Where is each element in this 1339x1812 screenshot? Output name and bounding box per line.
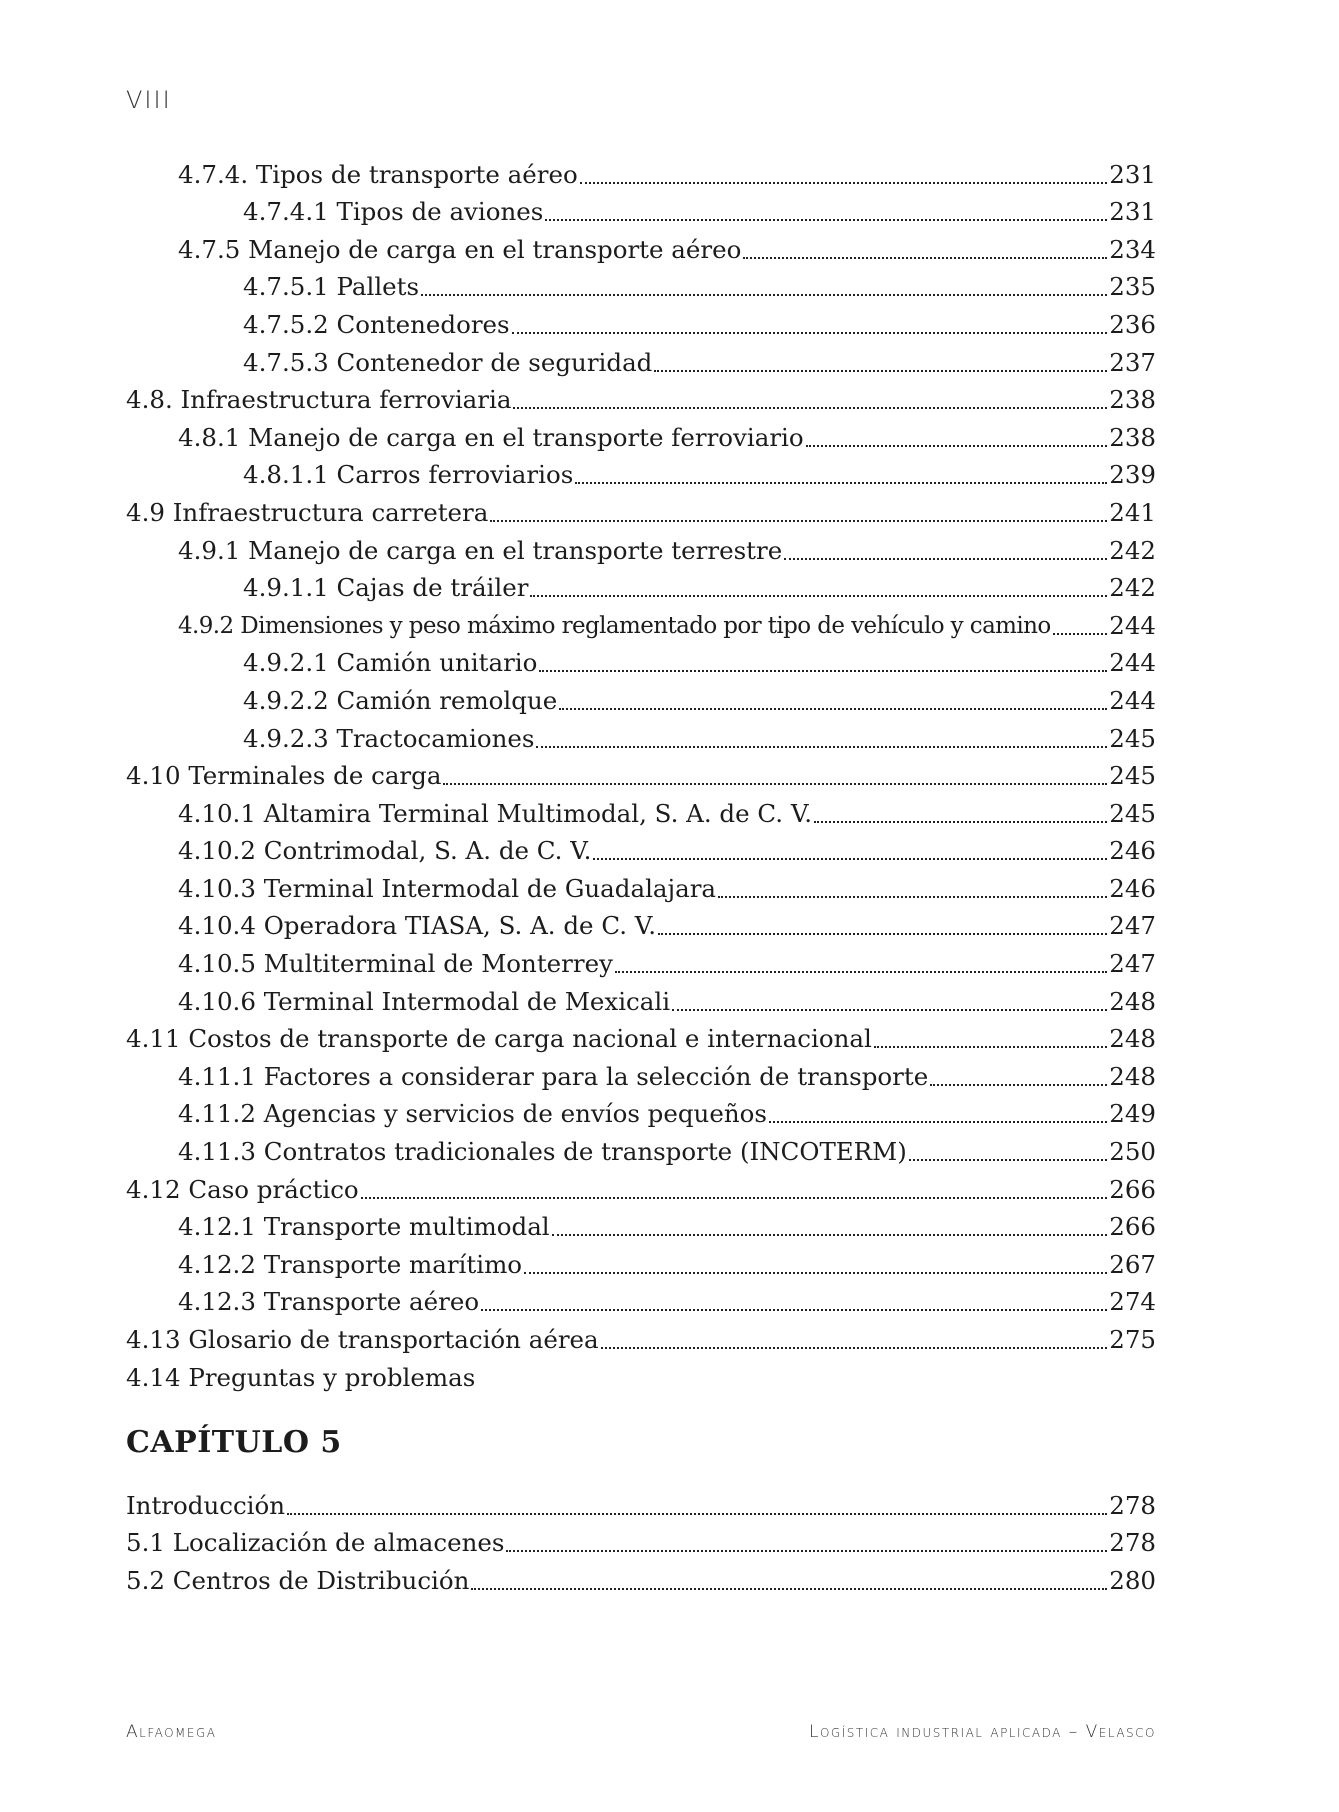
- toc-entry: [126, 829, 1156, 867]
- toc-entry-title: 5.2 Centros de Distribución: [126, 1565, 470, 1595]
- dot-leader: [287, 1513, 1107, 1515]
- dot-leader: [536, 746, 1107, 748]
- toc-entry-title: 4.7.5.2 Contenedores: [243, 309, 510, 339]
- toc-entry-page: 242: [1109, 573, 1156, 603]
- toc-entry-title: 4.9 Infraestructura carretera: [126, 497, 489, 527]
- page-number: VIII: [126, 86, 172, 114]
- dot-leader: [530, 595, 1107, 597]
- dot-leader: [658, 933, 1107, 935]
- toc-entry: [126, 1054, 1156, 1092]
- dot-leader: [1053, 633, 1108, 635]
- toc-entry-title: 4.9.2.1 Camión unitario: [243, 648, 538, 678]
- toc-entry-page: 280: [1109, 1565, 1156, 1595]
- toc-entry-page: 238: [1109, 422, 1156, 452]
- toc-entry-page: 266: [1109, 1212, 1156, 1242]
- toc-entry: [126, 1205, 1156, 1243]
- toc-entry-title: 4.14 Preguntas y problemas: [126, 1362, 476, 1392]
- toc-entry-page: 244: [1109, 648, 1156, 678]
- toc-entry: [126, 1167, 1156, 1205]
- toc-entry-title: 4.8. Infraestructura ferroviaria: [126, 385, 512, 415]
- table-of-contents: [126, 152, 1156, 1393]
- dot-leader: [930, 1084, 1107, 1086]
- dot-leader: [512, 332, 1108, 334]
- toc-entry-title: 4.9.2.3 Tractocamiones: [243, 723, 535, 753]
- toc-entry: [126, 1242, 1156, 1280]
- toc-entry: [126, 1092, 1156, 1130]
- dot-leader: [743, 257, 1107, 259]
- dot-leader: [545, 219, 1107, 221]
- toc-entry-page: 246: [1109, 836, 1156, 866]
- toc-entry-page: 248: [1109, 1024, 1156, 1054]
- dot-leader: [784, 558, 1107, 560]
- toc-entry-page: 278: [1109, 1490, 1156, 1520]
- toc-entry: [126, 716, 1156, 754]
- dot-leader: [654, 370, 1107, 372]
- toc-entry-page: 274: [1109, 1287, 1156, 1317]
- toc-entry-title: 4.10.5 Multiterminal de Monterrey: [178, 949, 613, 979]
- toc-entry: [126, 979, 1156, 1017]
- toc-entry: [126, 1280, 1156, 1318]
- toc-entry: [126, 453, 1156, 491]
- toc-entry: [126, 603, 1156, 641]
- footer-book-title: Logística industrial aplicada – Velasco: [808, 1722, 1156, 1742]
- toc-entry-page: 231: [1109, 159, 1156, 189]
- chapter-heading: CAPÍTULO 5: [126, 1425, 342, 1460]
- toc-entry: [126, 754, 1156, 792]
- toc-entry-title: 4.12.2 Transporte marítimo: [178, 1249, 523, 1279]
- dot-leader: [524, 1272, 1107, 1274]
- toc-entry: [126, 678, 1156, 716]
- toc-entry: [126, 528, 1156, 566]
- toc-entry: [126, 152, 1156, 190]
- toc-entry-title: 4.7.5 Manejo de carga en el transporte aéreo: [178, 234, 742, 264]
- toc-entry-page: 234: [1109, 234, 1156, 264]
- dot-leader: [539, 670, 1107, 672]
- toc-entry: [126, 1558, 1156, 1596]
- toc-entry-page: 244: [1109, 685, 1156, 715]
- toc-entry-title: 4.10.4 Operadora TIASA, S. A. de C. V.: [178, 911, 656, 941]
- dot-leader: [615, 971, 1107, 973]
- toc-entry-title: 4.9.1 Manejo de carga en el transporte terrestre: [178, 535, 783, 565]
- toc-entry-page: 250: [1109, 1137, 1156, 1167]
- toc-entry: [126, 227, 1156, 265]
- toc-entry-title: 4.12 Caso práctico: [126, 1174, 359, 1204]
- toc-entry-title: 4.10.3 Terminal Intermodal de Guadalajara: [178, 873, 717, 903]
- toc-entry: [126, 1017, 1156, 1055]
- toc-entry: [126, 791, 1156, 829]
- toc-entry-page: 245: [1109, 723, 1156, 753]
- chapter-table-of-contents: [126, 1483, 1156, 1596]
- dot-leader: [580, 182, 1108, 184]
- toc-entry: [126, 1355, 1156, 1393]
- toc-entry-page: 242: [1109, 535, 1156, 565]
- toc-entry-title: 4.12.1 Transporte multimodal: [178, 1212, 550, 1242]
- dot-leader: [806, 445, 1108, 447]
- toc-entry-page: 236: [1109, 309, 1156, 339]
- dot-leader: [471, 1588, 1107, 1590]
- toc-entry-title: 4.8.1.1 Carros ferroviarios: [243, 460, 574, 490]
- toc-entry-page: 248: [1109, 1061, 1156, 1091]
- toc-entry-title: 4.13 Glosario de transportación aérea: [126, 1325, 599, 1354]
- toc-entry-page: 267: [1109, 1249, 1156, 1279]
- toc-entry: [126, 415, 1156, 453]
- dot-leader: [421, 294, 1107, 296]
- toc-entry-page: 239: [1109, 460, 1156, 490]
- toc-entry-title: 5.1 Localización de almacenes: [126, 1528, 505, 1558]
- footer-publisher: Alfaomega: [126, 1722, 217, 1742]
- dot-leader: [506, 1550, 1107, 1552]
- toc-entry-page: 275: [1109, 1325, 1156, 1354]
- toc-entry-title: 4.9.1.1 Cajas de tráiler: [243, 573, 529, 603]
- toc-entry-title: 4.7.5.1 Pallets: [243, 272, 420, 302]
- dot-leader: [718, 896, 1107, 898]
- dot-leader: [909, 1159, 1107, 1161]
- dot-leader: [552, 1234, 1108, 1236]
- dot-leader: [593, 858, 1107, 860]
- dot-leader: [769, 1121, 1107, 1123]
- dot-leader: [559, 708, 1107, 710]
- dot-leader: [814, 821, 1107, 823]
- toc-entry-title: 4.7.5.3 Contenedor de seguridad: [243, 347, 653, 377]
- toc-entry: [126, 490, 1156, 528]
- dot-leader: [513, 407, 1107, 409]
- toc-entry-title: 4.11.1 Factores a considerar para la selección de transporte: [178, 1061, 929, 1091]
- toc-entry-title: 4.10.6 Terminal Intermodal de Mexicali: [178, 986, 671, 1016]
- toc-entry-page: 245: [1109, 798, 1156, 828]
- toc-entry: [126, 302, 1156, 340]
- toc-entry-title: 4.7.4.1 Tipos de aviones: [243, 197, 544, 227]
- toc-entry-title: 4.7.4. Tipos de transporte aéreo: [178, 159, 578, 189]
- toc-entry: [126, 641, 1156, 679]
- toc-entry-title: 4.9.2 Dimensiones y peso máximo reglamentado por tipo de vehículo y camino: [178, 612, 1051, 639]
- dot-leader: [361, 1197, 1108, 1199]
- toc-entry-title: 4.11 Costos de transporte de carga nacional e internacional: [126, 1024, 872, 1054]
- toc-entry-title: Introducción: [126, 1490, 286, 1520]
- dot-leader: [443, 783, 1107, 785]
- toc-entry: [126, 866, 1156, 904]
- toc-entry-title: 4.9.2.2 Camión remolque: [243, 685, 558, 715]
- toc-entry-title: 4.11.2 Agencias y servicios de envíos pequeños: [178, 1099, 767, 1129]
- toc-entry-page: 237: [1109, 347, 1156, 377]
- toc-entry-page: 231: [1109, 197, 1156, 227]
- toc-entry: [126, 1521, 1156, 1559]
- dot-leader: [672, 1009, 1107, 1011]
- toc-entry: [126, 378, 1156, 416]
- toc-entry-page: 241: [1109, 497, 1156, 527]
- dot-leader: [575, 482, 1107, 484]
- toc-entry: [126, 904, 1156, 942]
- toc-entry: [126, 941, 1156, 979]
- toc-entry-page: 248: [1109, 986, 1156, 1016]
- toc-entry-title: 4.12.3 Transporte aéreo: [178, 1287, 480, 1317]
- toc-entry-title: 4.10.2 Contrimodal, S. A. de C. V.: [178, 836, 592, 866]
- toc-entry-title: 4.10.1 Altamira Terminal Multimodal, S. A. de C. V.: [178, 798, 813, 828]
- toc-entry-title: 4.11.3 Contratos tradicionales de transporte (INCOTERM): [178, 1137, 907, 1167]
- toc-entry-page: 278: [1109, 1528, 1156, 1558]
- dot-leader: [874, 1046, 1107, 1048]
- toc-entry: [126, 190, 1156, 228]
- toc-entry-page: 246: [1109, 873, 1156, 903]
- toc-entry-page: 249: [1109, 1099, 1156, 1129]
- toc-entry-page: 247: [1109, 911, 1156, 941]
- toc-entry: [126, 1129, 1156, 1167]
- toc-entry: [126, 1317, 1156, 1355]
- toc-entry-page: 244: [1109, 610, 1156, 640]
- toc-entry-page: 235: [1109, 272, 1156, 302]
- dot-leader: [481, 1309, 1107, 1311]
- toc-entry-page: 245: [1109, 761, 1156, 791]
- dot-leader: [490, 520, 1107, 522]
- dot-leader: [601, 1347, 1108, 1349]
- toc-entry-title: 4.10 Terminales de carga: [126, 761, 442, 791]
- toc-entry: [126, 340, 1156, 378]
- toc-entry-page: 266: [1109, 1174, 1156, 1204]
- toc-entry: [126, 265, 1156, 303]
- toc-entry-page: 238: [1109, 385, 1156, 415]
- toc-entry: [126, 566, 1156, 604]
- toc-entry: [126, 1483, 1156, 1521]
- toc-entry-title: 4.8.1 Manejo de carga en el transporte ferroviario: [178, 422, 804, 452]
- toc-entry-page: 247: [1109, 949, 1156, 979]
